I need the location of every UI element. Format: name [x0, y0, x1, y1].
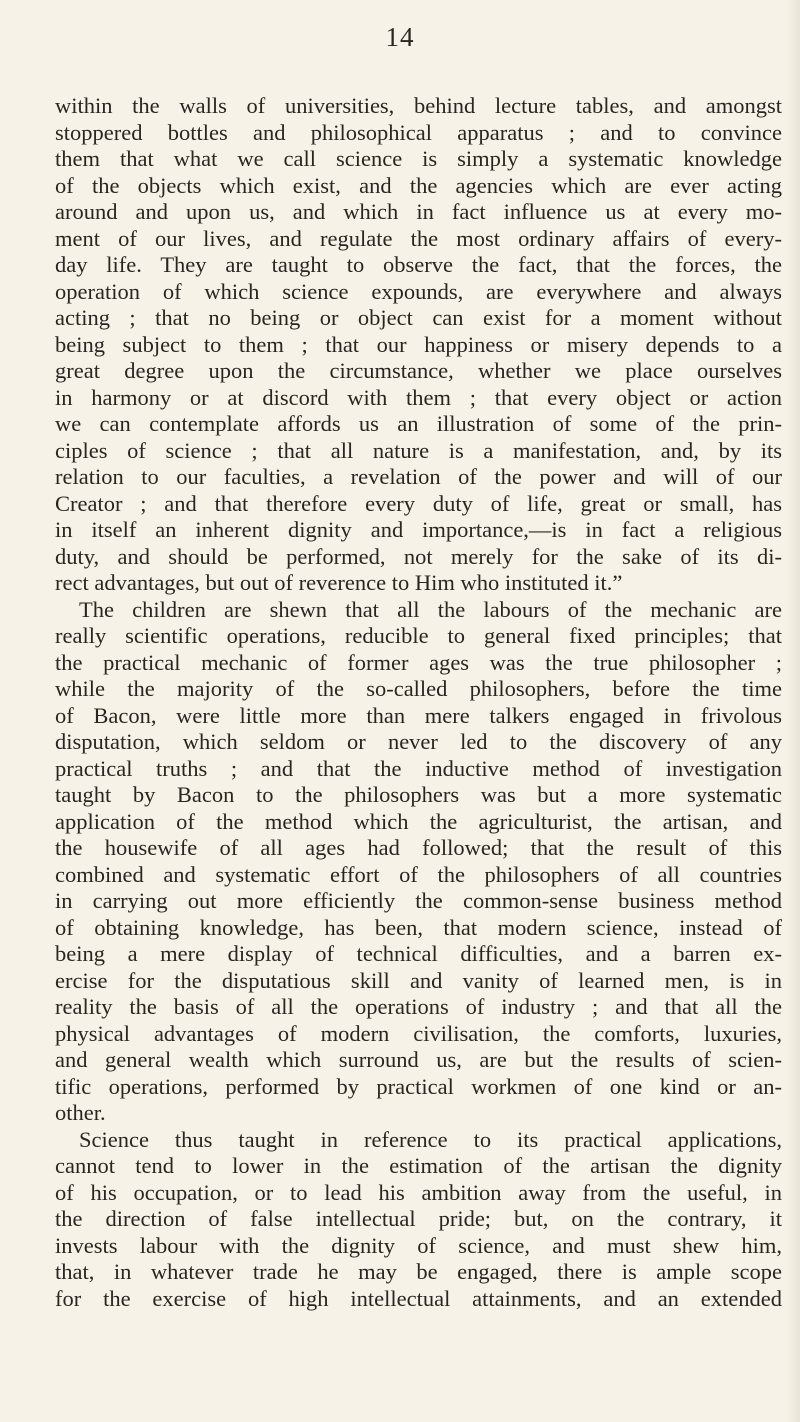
text-line: ciples of science ; that all nature is a manifestation, and, by its [55, 437, 782, 463]
text-line: taught by Bacon to the philosophers was but a more systematic [55, 782, 782, 807]
text-line: practical truths ; and that the inductive method of investigation [55, 755, 782, 781]
text-line: Creator ; and that therefore every duty of life, great or small, has [55, 490, 782, 516]
text-line: for the exercise of high intellectual attainments, and an extended [55, 1285, 782, 1311]
text-line: in carrying out more efficiently the common-sense business method [55, 888, 782, 913]
body-text [55, 93, 782, 1312]
text-line: rect advantages, but out of reverence to Him who instituted it.” [55, 570, 623, 595]
text-line: day life. They are taught to observe the fact, that the forces, the [55, 252, 782, 277]
text-line: in harmony or at discord with them ; that every object or action [55, 384, 782, 410]
text-line: ercise for the disputatious skill and vanity of learned men, is in [55, 967, 782, 993]
text-line: reality the basis of all the operations of industry ; and that all the [55, 994, 782, 1019]
text-line: stoppered bottles and philosophical apparatus ; and to convince [55, 119, 782, 145]
text-line: the direction of false intellectual pride; but, on the contrary, it [55, 1206, 782, 1231]
text-line: of Bacon, were little more than mere talkers engaged in frivolous [55, 702, 782, 728]
text-line: in itself an inherent dignity and importance,—is in fact a religious [55, 517, 782, 542]
text-line: of his occupation, or to lead his ambition away from the useful, in [55, 1179, 782, 1205]
text-line: them that what we call science is simply a systematic knowledge [55, 146, 782, 171]
page-edge-shadow [786, 0, 800, 1422]
text-line: really scientific operations, reducible to general fixed principles; that [55, 623, 782, 648]
text-line: and general wealth which surround us, are but the results of scien- [55, 1047, 782, 1072]
text-line: cannot tend to lower in the estimation of the artisan the dignity [55, 1153, 782, 1178]
text-line: relation to our faculties, a revelation of the power and will of our [55, 464, 782, 489]
text-line: ment of our lives, and regulate the most ordinary affairs of every- [55, 225, 782, 251]
text-line: around and upon us, and which in fact influence us at every mo- [55, 199, 782, 224]
text-line: being a mere display of technical difficulties, and a barren ex- [55, 941, 782, 966]
text-line: physical advantages of modern civilisation, the comforts, luxuries, [55, 1020, 782, 1046]
text-line: Science thus taught in reference to its practical applications, [79, 1126, 782, 1152]
text-line: tific operations, performed by practical workmen of one kind or an- [55, 1073, 782, 1099]
text-line: of the objects which exist, and the agencies which are ever acting [55, 172, 782, 198]
text-line: combined and systematic effort of the philosophers of all countries [55, 861, 782, 887]
text-line: great degree upon the circumstance, whether we place ourselves [55, 358, 782, 383]
text-line: operation of which science expounds, are everywhere and always [55, 278, 782, 304]
text-line: the housewife of all ages had followed; that the result of this [55, 835, 782, 860]
text-line: disputation, which seldom or never led to the discovery of any [55, 729, 782, 754]
text-line: we can contemplate affords us an illustration of some of the prin- [55, 411, 782, 436]
text-line: duty, and should be performed, not merely for the sake of its di- [55, 543, 782, 569]
text-line: other. [55, 1100, 106, 1125]
text-line: being subject to them ; that our happiness or misery depends to a [55, 331, 782, 357]
text-line: that, in whatever trade he may be engaged, there is ample scope [55, 1259, 782, 1284]
text-line: invests labour with the dignity of science, and must shew him, [55, 1232, 782, 1258]
text-line: of obtaining knowledge, has been, that modern science, instead of [55, 914, 782, 940]
text-line: The children are shewn that all the labours of the mechanic are [79, 596, 782, 622]
text-line: within the walls of universities, behind lecture tables, and amongst [55, 93, 782, 118]
text-line: acting ; that no being or object can exist for a moment without [55, 305, 782, 330]
text-line: application of the method which the agriculturist, the artisan, and [55, 808, 782, 834]
text-line: while the majority of the so-called philosophers, before the time [55, 676, 782, 701]
text-line: the practical mechanic of former ages was the true philosopher ; [55, 649, 782, 675]
page-number: 14 [385, 22, 415, 52]
